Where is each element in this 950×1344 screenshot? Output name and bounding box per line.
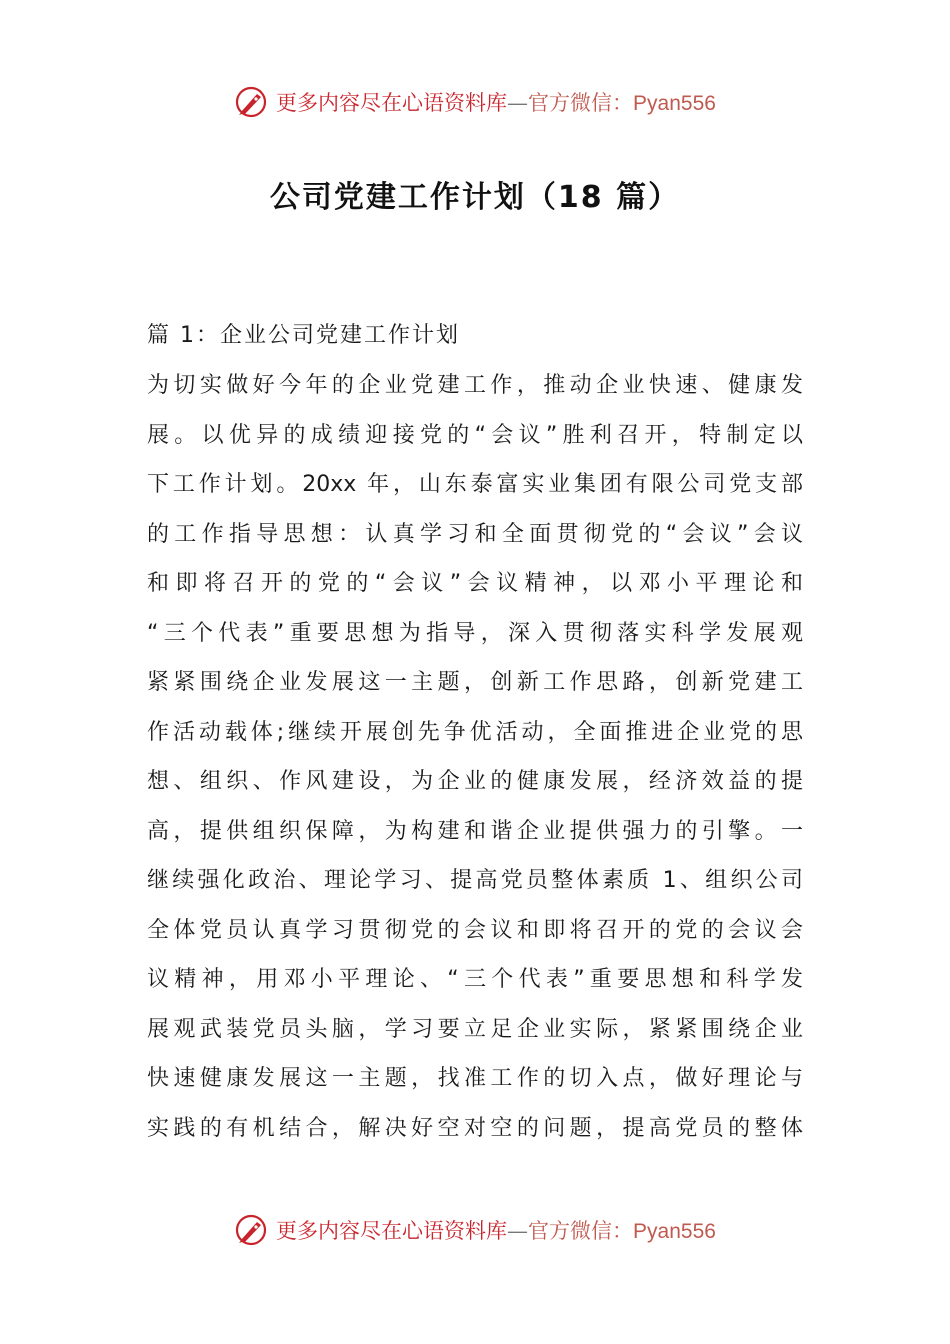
body-line: 展观武装党员头脑，学习要立足企业实际，紧紧围绕企业 <box>147 1016 803 1042</box>
body-line: 紧紧围绕企业发展这一主题，创新工作思路，创新党建工 <box>147 670 803 695</box>
body-line: 想、组织、作风建设，为企业的健康发展，经济效益的提 <box>147 769 803 794</box>
banner-dash: — <box>507 1219 529 1243</box>
pen-logo-icon <box>234 1213 268 1247</box>
banner-main-text: 更多内容尽在心语资料库 <box>276 91 508 115</box>
body-line: 高，提供组织保障，为构建和谐企业提供强力的引擎。一 <box>147 818 803 844</box>
footer-banner <box>0 1210 950 1250</box>
body-line: 继续强化政治、理论学习、提高党员整体素质 1、组织公司 <box>147 868 803 893</box>
banner-wechat-text: 官方微信：Pyan556 <box>528 1220 716 1243</box>
body-line: “三个代表”重要思想为指导，深入贯彻落实科学发展观 <box>147 620 803 646</box>
document-title: 公司党建工作计划（18 篇） <box>269 180 681 215</box>
body-line: 全体党员认真学习贯彻党的会议和即将召开的党的会议会 <box>147 917 803 943</box>
body-line: 实践的有机结合，解决好空对空的问题，提高党员的整体 <box>147 1115 803 1141</box>
body-line: 议精神，用邓小平理论、“三个代表”重要思想和科学发 <box>147 967 803 992</box>
banner-text <box>276 87 716 117</box>
section-heading: 篇 1：企业公司党建工作计划 <box>147 323 460 348</box>
body-text <box>147 368 807 1160</box>
body-line: 作活动载体;继续开展创先争优活动，全面推进企业党的思 <box>147 719 803 745</box>
banner-text <box>276 1215 716 1245</box>
body-line: 为切实做好今年的企业党建工作，推动企业快速、健康发 <box>147 373 803 398</box>
body-line: 的工作指导思想：认真学习和全面贯彻党的“会议”会议 <box>147 521 803 547</box>
body-line: 和即将召开的党的“会议”会议精神，以邓小平理论和 <box>147 571 803 596</box>
body-line: 快速健康发展这一主题，找准工作的切入点，做好理论与 <box>147 1066 803 1091</box>
banner-dash: — <box>507 91 529 115</box>
body-line: 展。以优异的成绩迎接党的“会议”胜利召开，特制定以 <box>147 422 803 448</box>
pen-logo-icon <box>234 85 268 119</box>
body-line: 下工作计划。20xx 年，山东泰富实业集团有限公司党支部 <box>147 472 803 497</box>
header-banner <box>0 82 950 122</box>
banner-main-text: 更多内容尽在心语资料库 <box>276 1219 508 1243</box>
banner-wechat-text: 官方微信：Pyan556 <box>528 92 716 115</box>
